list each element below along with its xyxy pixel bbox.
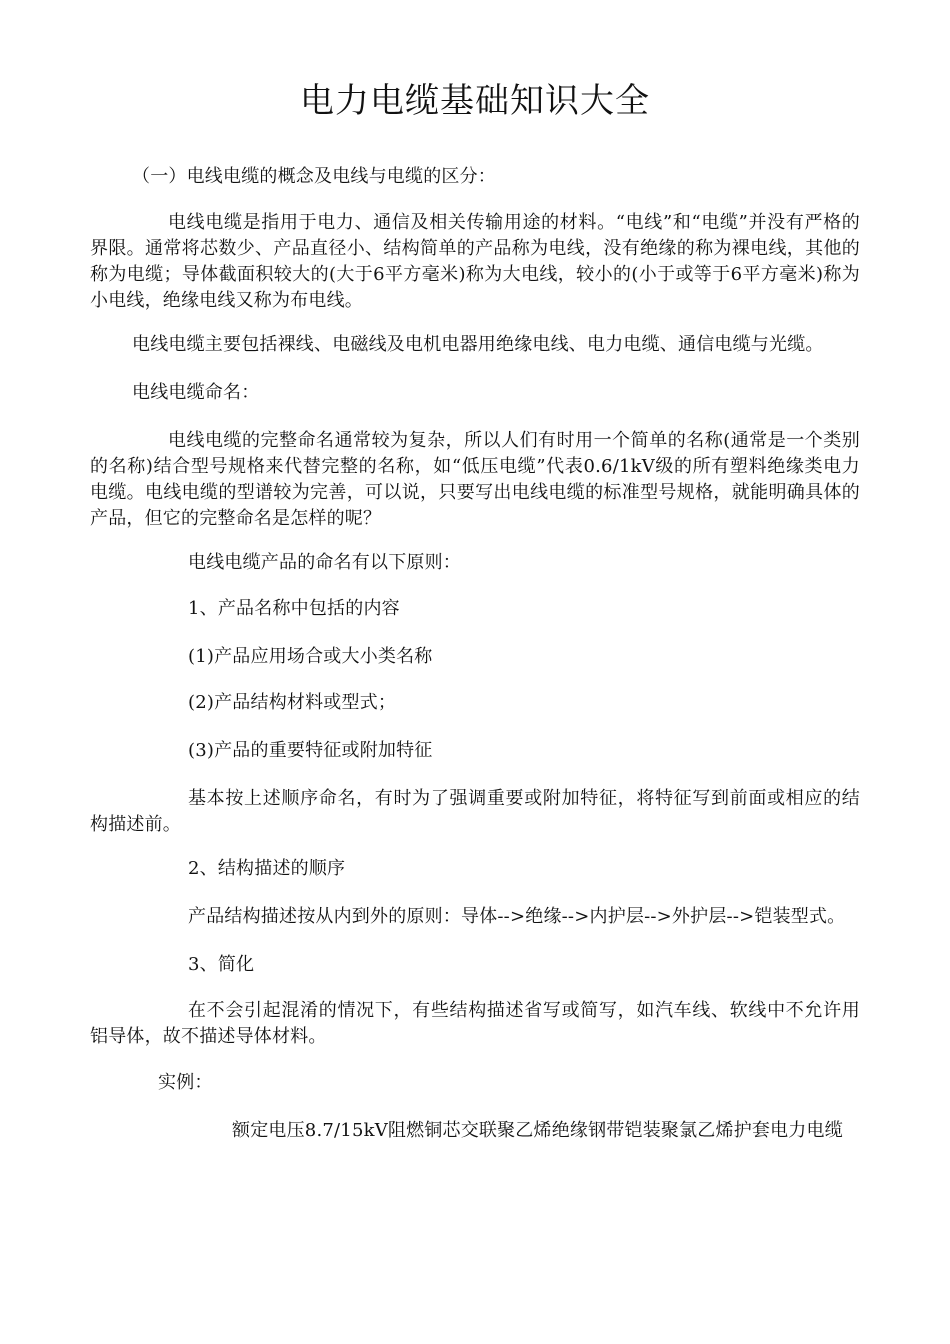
paragraph-naming: 电线电缆的完整命名通常较为复杂，所以人们有时用一个简单的名称(通常是一个类别的名称)结合型号规格来代替完整的名称，如“低压电缆”代表0.6/1kV级的所有塑料绝缘类电力电缆。电线电缆的型谱较为完善，可以说，只要写出电线电缆的标准型号规格，就能明确具体的产品，但它的完整命名是怎样的呢？ <box>90 430 860 529</box>
example-text: 额定电压8.7/15kV阻燃铜芯交联聚乙烯绝缘钢带铠装聚氯乙烯护套电力电缆 <box>232 1120 843 1141</box>
paragraph-definition: 电线电缆是指用于电力、通信及相关传输用途的材料。“电线”和“电缆”并没有严格的界限。通常将芯数少、产品直径小、结构简单的产品称为电线，没有绝缘的称为裸电线，其他的称为电缆；导体截面积较大的(大于6平方毫米)称为大电线，较小的(小于或等于6平方毫米)称为小电线，绝缘电线又称为布电线。 <box>90 212 860 311</box>
principle-item-1-sub-2: (2)产品结构材料或型式； <box>188 692 397 713</box>
paragraph-categories: 电线电缆主要包括裸线、电磁线及电机电器用绝缘电线、电力电缆、通信电缆与光缆。 <box>132 334 824 355</box>
principle-item-1: 1、产品名称中包括的内容 <box>188 598 400 619</box>
principle-item-1-sub-1: (1)产品应用场合或大小类名称 <box>188 646 433 667</box>
example-label: 实例： <box>158 1072 213 1093</box>
principle-item-1-sub-3: (3)产品的重要特征或附加特征 <box>188 740 433 761</box>
principle-item-2: 2、结构描述的顺序 <box>188 858 346 879</box>
document-title: 电力电缆基础知识大全 <box>300 81 650 121</box>
naming-heading: 电线电缆命名： <box>132 382 260 403</box>
principle-item-3: 3、简化 <box>188 954 255 975</box>
principle-item-3-text: 在不会引起混淆的情况下，有些结构描述省写或简写，如汽车线、软线中不允许用铝导体，故不描述导体材料。 <box>90 1000 860 1047</box>
section-heading: （一）电线电缆的概念及电线与电缆的区分： <box>132 166 496 187</box>
principle-item-1-note: 基本按上述顺序命名，有时为了强调重要或附加特征，将特征写到前面或相应的结构描述前。 <box>90 788 860 835</box>
principle-item-2-text: 产品结构描述按从内到外的原则：导体-->绝缘-->内护层-->外护层-->铠装型式。 <box>188 906 846 927</box>
principles-intro: 电线电缆产品的命名有以下原则： <box>188 552 461 573</box>
